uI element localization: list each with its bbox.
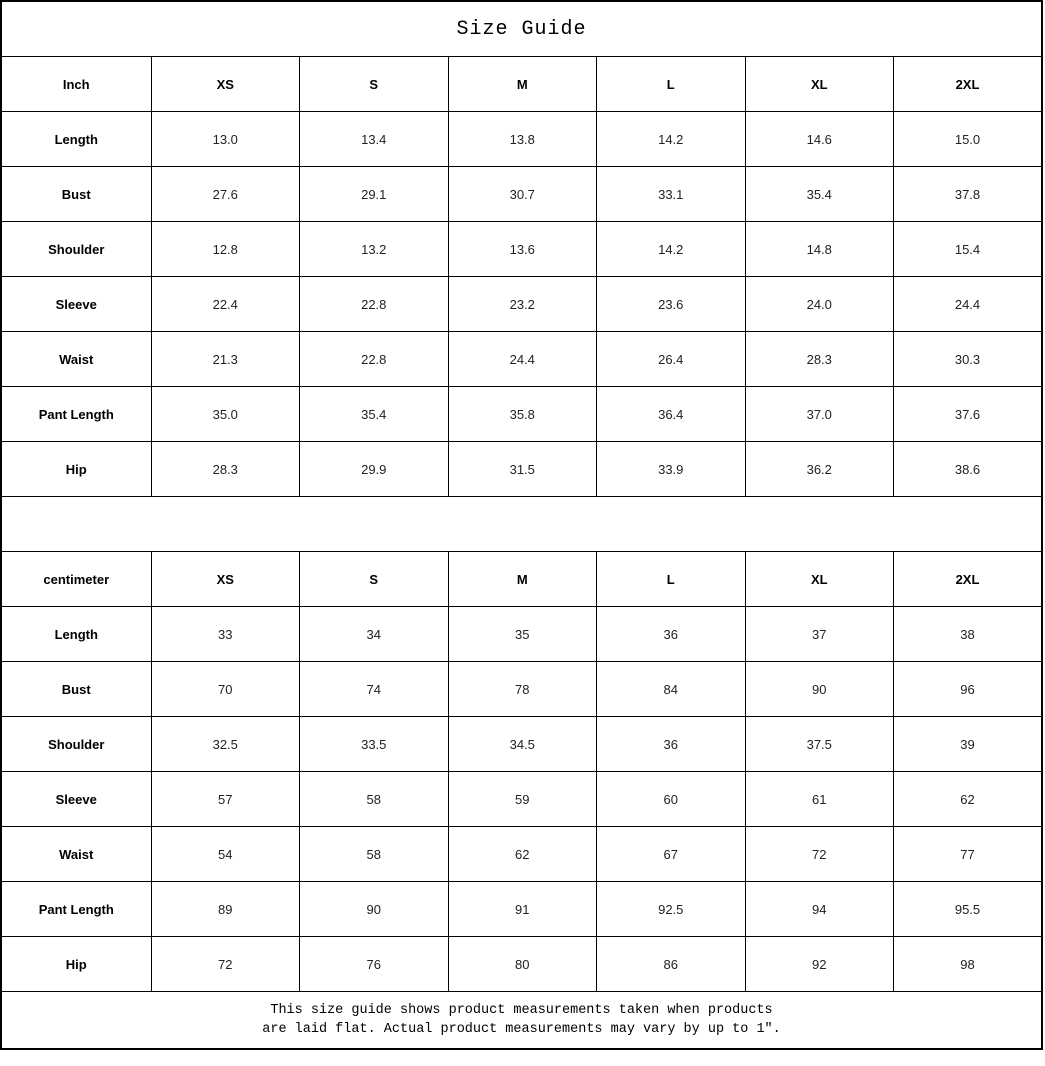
measurement-value-cell: 39 bbox=[894, 717, 1043, 772]
measurement-value-cell: 29.9 bbox=[300, 442, 449, 497]
measurement-label-cell: Length bbox=[1, 112, 151, 167]
measurement-value-cell: 22.4 bbox=[151, 277, 300, 332]
measurement-row bbox=[1, 882, 1042, 937]
size-header-cell: L bbox=[597, 552, 746, 607]
measurement-value-cell: 89 bbox=[151, 882, 300, 937]
measurement-value-cell: 36 bbox=[597, 607, 746, 662]
measurement-value-cell: 70 bbox=[151, 662, 300, 717]
measurement-value-cell: 60 bbox=[597, 772, 746, 827]
measurement-value-cell: 72 bbox=[745, 827, 894, 882]
measurement-value-cell: 38 bbox=[894, 607, 1043, 662]
unit-header-cell: centimeter bbox=[1, 552, 151, 607]
measurement-value-cell: 78 bbox=[448, 662, 597, 717]
measurement-value-cell: 54 bbox=[151, 827, 300, 882]
measurement-row bbox=[1, 607, 1042, 662]
footer-note bbox=[262, 1001, 780, 1039]
measurement-value-cell: 28.3 bbox=[745, 332, 894, 387]
measurement-label-cell: Sleeve bbox=[1, 772, 151, 827]
measurement-value-cell: 95.5 bbox=[894, 882, 1043, 937]
measurement-label-cell: Bust bbox=[1, 167, 151, 222]
measurement-value-cell: 61 bbox=[745, 772, 894, 827]
measurement-value-cell: 14.8 bbox=[745, 222, 894, 277]
gap-section bbox=[1, 497, 1042, 552]
measurement-value-cell: 27.6 bbox=[151, 167, 300, 222]
measurement-value-cell: 90 bbox=[745, 662, 894, 717]
measurement-value-cell: 33 bbox=[151, 607, 300, 662]
measurement-value-cell: 35.4 bbox=[300, 387, 449, 442]
measurement-label-cell: Waist bbox=[1, 827, 151, 882]
measurement-value-cell: 31.5 bbox=[448, 442, 597, 497]
measurement-value-cell: 62 bbox=[448, 827, 597, 882]
measurement-value-cell: 26.4 bbox=[597, 332, 746, 387]
measurement-row bbox=[1, 332, 1042, 387]
measurement-value-cell: 22.8 bbox=[300, 332, 449, 387]
measurement-value-cell: 94 bbox=[745, 882, 894, 937]
measurement-value-cell: 67 bbox=[597, 827, 746, 882]
measurement-value-cell: 36 bbox=[597, 717, 746, 772]
measurement-value-cell: 37.5 bbox=[745, 717, 894, 772]
measurement-value-cell: 13.0 bbox=[151, 112, 300, 167]
size-header-cell: XL bbox=[745, 552, 894, 607]
measurement-value-cell: 36.2 bbox=[745, 442, 894, 497]
spacer-row bbox=[1, 497, 1042, 552]
title-row bbox=[1, 1, 1042, 57]
size-header-cell: M bbox=[448, 57, 597, 112]
measurement-value-cell: 37 bbox=[745, 607, 894, 662]
measurement-value-cell: 14.2 bbox=[597, 112, 746, 167]
measurement-value-cell: 37.0 bbox=[745, 387, 894, 442]
measurement-value-cell: 58 bbox=[300, 827, 449, 882]
measurement-value-cell: 15.0 bbox=[894, 112, 1043, 167]
measurement-value-cell: 90 bbox=[300, 882, 449, 937]
measurement-label-cell: Sleeve bbox=[1, 277, 151, 332]
measurement-row bbox=[1, 277, 1042, 332]
measurement-value-cell: 74 bbox=[300, 662, 449, 717]
size-header-cell: M bbox=[448, 552, 597, 607]
measurement-value-cell: 30.3 bbox=[894, 332, 1043, 387]
size-header-cell: XL bbox=[745, 57, 894, 112]
measurement-label-cell: Hip bbox=[1, 442, 151, 497]
measurement-value-cell: 92 bbox=[745, 937, 894, 992]
measurement-value-cell: 12.8 bbox=[151, 222, 300, 277]
measurement-value-cell: 23.6 bbox=[597, 277, 746, 332]
size-header-cell: S bbox=[300, 552, 449, 607]
measurement-value-cell: 36.4 bbox=[597, 387, 746, 442]
measurement-value-cell: 24.0 bbox=[745, 277, 894, 332]
measurement-value-cell: 59 bbox=[448, 772, 597, 827]
measurement-value-cell: 30.7 bbox=[448, 167, 597, 222]
measurement-value-cell: 13.2 bbox=[300, 222, 449, 277]
measurement-row bbox=[1, 387, 1042, 442]
measurement-value-cell: 33.9 bbox=[597, 442, 746, 497]
measurement-value-cell: 24.4 bbox=[894, 277, 1043, 332]
size-header-cell: S bbox=[300, 57, 449, 112]
measurement-label-cell: Length bbox=[1, 607, 151, 662]
centimeter-table-body bbox=[1, 552, 1042, 992]
measurement-row bbox=[1, 772, 1042, 827]
measurement-row bbox=[1, 222, 1042, 277]
measurement-value-cell: 15.4 bbox=[894, 222, 1043, 277]
measurement-value-cell: 91 bbox=[448, 882, 597, 937]
measurement-value-cell: 33.5 bbox=[300, 717, 449, 772]
footer-note-line2: are laid flat. Actual product measurements may vary by up to 1″. bbox=[262, 1022, 781, 1037]
measurement-value-cell: 35 bbox=[448, 607, 597, 662]
measurement-value-cell: 34.5 bbox=[448, 717, 597, 772]
measurement-value-cell: 13.8 bbox=[448, 112, 597, 167]
measurement-value-cell: 38.6 bbox=[894, 442, 1043, 497]
measurement-value-cell: 35.8 bbox=[448, 387, 597, 442]
measurement-row bbox=[1, 717, 1042, 772]
measurement-value-cell: 80 bbox=[448, 937, 597, 992]
footer-note-cell bbox=[1, 992, 1042, 1050]
measurement-value-cell: 62 bbox=[894, 772, 1043, 827]
inch-table-body bbox=[1, 57, 1042, 497]
size-header-cell: XS bbox=[151, 57, 300, 112]
measurement-value-cell: 34 bbox=[300, 607, 449, 662]
measurement-label-cell: Waist bbox=[1, 332, 151, 387]
size-header-cell: 2XL bbox=[894, 57, 1043, 112]
measurement-label-cell: Shoulder bbox=[1, 222, 151, 277]
size-header-row bbox=[1, 57, 1042, 112]
measurement-value-cell: 13.4 bbox=[300, 112, 449, 167]
measurement-value-cell: 23.2 bbox=[448, 277, 597, 332]
measurement-value-cell: 86 bbox=[597, 937, 746, 992]
footer-section bbox=[1, 992, 1042, 1050]
measurement-label-cell: Pant Length bbox=[1, 387, 151, 442]
measurement-value-cell: 57 bbox=[151, 772, 300, 827]
measurement-value-cell: 28.3 bbox=[151, 442, 300, 497]
measurement-value-cell: 98 bbox=[894, 937, 1043, 992]
measurement-label-cell: Hip bbox=[1, 937, 151, 992]
measurement-label-cell: Bust bbox=[1, 662, 151, 717]
measurement-value-cell: 76 bbox=[300, 937, 449, 992]
size-header-cell: 2XL bbox=[894, 552, 1043, 607]
measurement-row bbox=[1, 112, 1042, 167]
size-header-row bbox=[1, 552, 1042, 607]
measurement-row bbox=[1, 442, 1042, 497]
measurement-value-cell: 32.5 bbox=[151, 717, 300, 772]
measurement-value-cell: 58 bbox=[300, 772, 449, 827]
title-section bbox=[1, 1, 1042, 57]
page-title: Size Guide bbox=[1, 1, 1042, 57]
measurement-value-cell: 24.4 bbox=[448, 332, 597, 387]
measurement-row bbox=[1, 937, 1042, 992]
measurement-value-cell: 72 bbox=[151, 937, 300, 992]
footer-row bbox=[1, 992, 1042, 1050]
measurement-label-cell: Pant Length bbox=[1, 882, 151, 937]
measurement-row bbox=[1, 662, 1042, 717]
footer-note-line1: This size guide shows product measurements taken when products bbox=[270, 1003, 773, 1018]
measurement-row bbox=[1, 827, 1042, 882]
measurement-value-cell: 37.8 bbox=[894, 167, 1043, 222]
measurement-value-cell: 96 bbox=[894, 662, 1043, 717]
measurement-value-cell: 77 bbox=[894, 827, 1043, 882]
measurement-value-cell: 14.2 bbox=[597, 222, 746, 277]
measurement-value-cell: 13.6 bbox=[448, 222, 597, 277]
measurement-label-cell: Shoulder bbox=[1, 717, 151, 772]
measurement-row bbox=[1, 167, 1042, 222]
measurement-value-cell: 21.3 bbox=[151, 332, 300, 387]
measurement-value-cell: 84 bbox=[597, 662, 746, 717]
measurement-value-cell: 35.4 bbox=[745, 167, 894, 222]
spacer-cell bbox=[1, 497, 1042, 552]
size-header-cell: L bbox=[597, 57, 746, 112]
unit-header-cell: Inch bbox=[1, 57, 151, 112]
measurement-value-cell: 22.8 bbox=[300, 277, 449, 332]
measurement-value-cell: 92.5 bbox=[597, 882, 746, 937]
size-header-cell: XS bbox=[151, 552, 300, 607]
measurement-value-cell: 29.1 bbox=[300, 167, 449, 222]
measurement-value-cell: 14.6 bbox=[745, 112, 894, 167]
measurement-value-cell: 35.0 bbox=[151, 387, 300, 442]
measurement-value-cell: 33.1 bbox=[597, 167, 746, 222]
measurement-value-cell: 37.6 bbox=[894, 387, 1043, 442]
